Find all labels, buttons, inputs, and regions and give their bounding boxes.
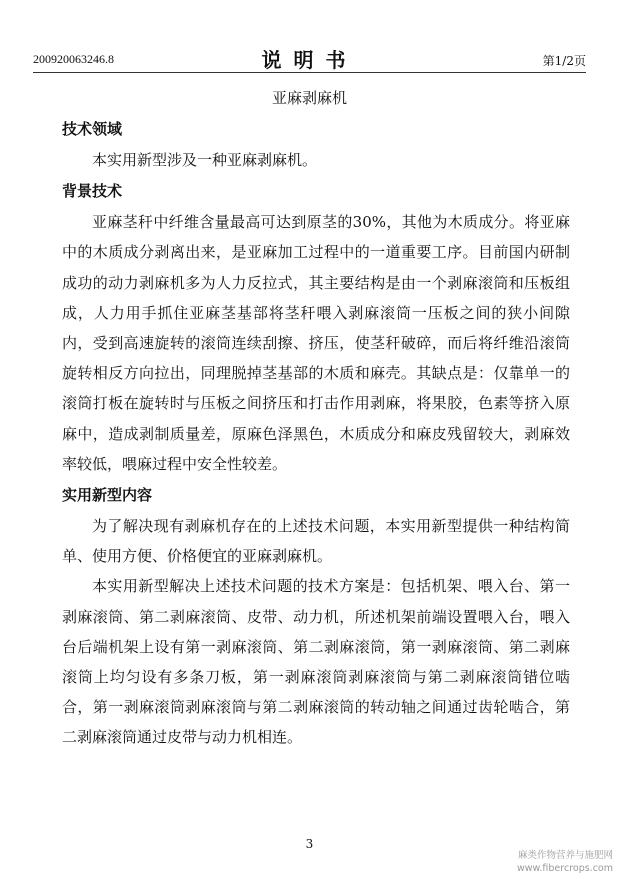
document-type-title: 说明书 bbox=[261, 48, 358, 72]
section-background bbox=[62, 175, 570, 479]
paragraph: 为了解决现有剥麻机存在的上述技术问题，本实用新型提供一种结构简单、使用方便、价格便宜的亚麻剥麻机。 bbox=[62, 517, 570, 566]
page-number: 3 bbox=[305, 837, 314, 851]
watermark bbox=[517, 849, 613, 875]
paragraph: 本实用新型涉及一种亚麻剥麻机。 bbox=[92, 151, 318, 169]
paragraph: 亚麻茎秆中纤维含量最高可达到原茎的30%，其他为木质成分。将亚麻中的木质成分剥离出来，是亚麻加工过程中的一道重要工序。目前国内研制成功的动力剥麻机多为人力反拉式，其主要结构是由一个剥麻滚筒和压板组成，人力用手抓住亚麻茎基部将茎秆喂入剥麻滚筒一压板之间的狭小间隙内，受到高速旋转的滚筒连续刮擦、挤压，使茎秆破碎，而后将纤维沿滚筒旋转相反方向拉出，同理脱掉茎基部的木质和麻壳。其缺点是：仅靠单一的滚筒打板在旋转时与压板之间挤压和打击作用剥麻，将果胶，色素等挤入原麻中，造成剥制质量差，原麻色泽黑色，木质成分和麻皮残留较大，剥麻效率较低，喂麻过程中安全性较差。 bbox=[62, 213, 570, 473]
section-content bbox=[62, 479, 570, 753]
section-heading: 背景技术 bbox=[62, 182, 123, 201]
section-heading: 技术领域 bbox=[62, 120, 123, 138]
section-heading: 实用新型内容 bbox=[62, 486, 153, 505]
paragraph: 本实用新型解决上述技术问题的技术方案是：包括机架、喂入台、第一剥麻滚筒、第二剥麻滚筒、皮带、动力机，所述机架前端设置喂入台，喂入台后端机架上设有第一剥麻滚筒、第二剥麻滚筒，第一剥麻滚筒、第二剥麻滚筒上均匀设有多条刀板，第一剥麻滚筒剥麻滚筒与第二剥麻滚筒错位啮合，第一剥麻滚筒剥麻滚筒与第二剥麻滚筒的转动轴之间通过齿轮啮合，第二剥麻滚筒通过皮带与动力机相连。 bbox=[62, 577, 570, 747]
invention-title: 亚麻剥麻机 bbox=[271, 89, 347, 107]
page-header bbox=[33, 40, 586, 73]
application-number: 200920063246.8 bbox=[33, 52, 114, 66]
watermark-line: 麻类作物营养与施肥网 bbox=[517, 850, 613, 861]
section-technical-field bbox=[62, 113, 570, 175]
document-body bbox=[62, 113, 570, 753]
page-info: 第1/2页 bbox=[542, 54, 586, 68]
watermark-url: www.fibercrops.com bbox=[516, 863, 613, 874]
